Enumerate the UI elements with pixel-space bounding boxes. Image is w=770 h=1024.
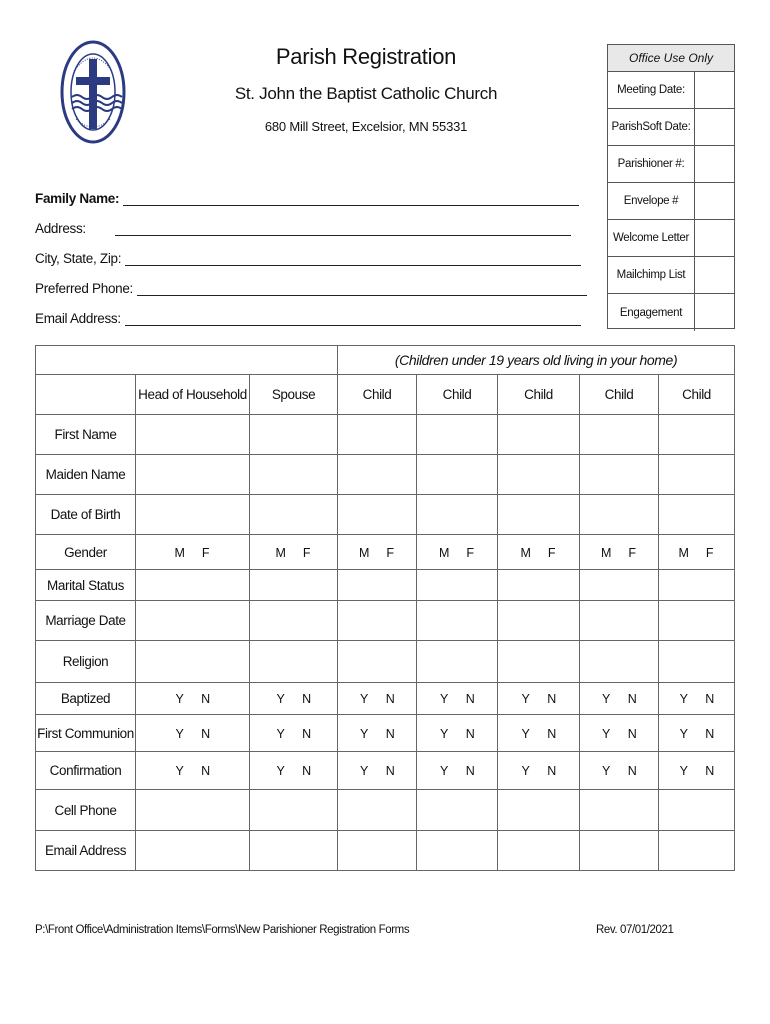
no-option[interactable]: N: [705, 764, 714, 778]
no-option[interactable]: N: [201, 692, 210, 706]
input-cell[interactable]: [659, 415, 735, 455]
female-option[interactable]: F: [201, 545, 210, 560]
input-cell[interactable]: [580, 601, 659, 641]
male-option[interactable]: M: [174, 545, 185, 560]
gender-choice[interactable]: [250, 535, 338, 570]
no-option[interactable]: N: [705, 726, 714, 741]
office-row: [608, 146, 734, 183]
row-label: Maiden Name: [36, 455, 136, 495]
office-input-cell[interactable]: [695, 183, 734, 219]
office-row: [608, 220, 734, 257]
address-field: [35, 218, 571, 236]
row-label: Religion: [36, 641, 136, 683]
input-cell[interactable]: [659, 831, 735, 871]
office-input-cell[interactable]: [695, 220, 734, 256]
yes-no-choice[interactable]: [580, 683, 659, 715]
input-cell[interactable]: [338, 641, 417, 683]
office-input-cell[interactable]: [695, 72, 734, 108]
family-name-label: Family Name:: [35, 191, 120, 206]
gender-choice[interactable]: [498, 535, 580, 570]
email-field: [35, 308, 581, 326]
input-cell[interactable]: [417, 415, 498, 455]
phone-label: Preferred Phone:: [35, 281, 134, 296]
office-row: [608, 294, 734, 331]
page-title: Parish Registration: [275, 44, 457, 69]
table-row: [36, 715, 735, 752]
row-label: Gender: [36, 535, 136, 570]
yes-no-choice[interactable]: [417, 683, 498, 715]
table-row: [36, 790, 735, 831]
input-cell[interactable]: [136, 415, 250, 455]
yes-no-choice[interactable]: [250, 683, 338, 715]
yes-option[interactable]: Y: [360, 692, 368, 706]
input-cell[interactable]: [498, 790, 580, 831]
input-cell[interactable]: [498, 495, 580, 535]
yes-option[interactable]: Y: [276, 764, 285, 778]
phone-input[interactable]: [137, 281, 587, 296]
input-cell[interactable]: [250, 641, 338, 683]
footer-revision: Rev. 07/01/2021: [596, 924, 674, 936]
gender-choice[interactable]: [659, 535, 735, 570]
church-address: 680 Mill Street, Excelsior, MN 55331: [264, 119, 468, 134]
no-option[interactable]: N: [465, 764, 475, 778]
yes-option[interactable]: Y: [602, 692, 610, 706]
no-option[interactable]: N: [627, 726, 637, 741]
input-cell[interactable]: [136, 495, 250, 535]
no-option[interactable]: N: [385, 764, 395, 778]
yes-no-choice[interactable]: [250, 752, 338, 790]
yes-no-choice[interactable]: [136, 683, 250, 715]
input-cell[interactable]: [580, 641, 659, 683]
office-row: [608, 109, 734, 146]
yes-option[interactable]: Y: [440, 692, 448, 706]
no-option[interactable]: N: [385, 692, 395, 706]
input-cell[interactable]: [417, 570, 498, 601]
table-row: [36, 415, 735, 455]
yes-no-choice[interactable]: [250, 715, 338, 752]
no-option[interactable]: N: [705, 692, 714, 706]
no-option[interactable]: N: [627, 692, 637, 706]
office-input-cell[interactable]: [695, 294, 734, 331]
office-input-cell[interactable]: [695, 257, 734, 293]
input-cell[interactable]: [136, 790, 250, 831]
yes-no-choice[interactable]: [417, 752, 498, 790]
input-cell[interactable]: [250, 790, 338, 831]
input-cell[interactable]: [250, 601, 338, 641]
yes-option[interactable]: Y: [602, 764, 610, 778]
no-option[interactable]: N: [302, 692, 311, 706]
male-option[interactable]: M: [439, 545, 450, 560]
yes-no-choice[interactable]: [338, 683, 417, 715]
row-label: Email Address: [36, 831, 136, 871]
no-option[interactable]: N: [547, 726, 556, 741]
yes-option[interactable]: Y: [360, 726, 368, 741]
input-cell[interactable]: [498, 570, 580, 601]
office-label: Parishioner #:: [608, 146, 695, 182]
no-option[interactable]: N: [385, 726, 395, 741]
input-cell[interactable]: [580, 455, 659, 495]
input-cell[interactable]: [338, 415, 417, 455]
no-option[interactable]: N: [627, 764, 637, 778]
input-cell[interactable]: [417, 790, 498, 831]
office-row: [608, 257, 734, 294]
gender-choice[interactable]: [338, 535, 417, 570]
yes-no-choice[interactable]: [659, 715, 735, 752]
column-header: Spouse: [250, 375, 338, 415]
table-row: [36, 831, 735, 871]
input-cell[interactable]: [250, 831, 338, 871]
input-cell[interactable]: [136, 641, 250, 683]
empty-cell: [36, 346, 338, 375]
input-cell[interactable]: [659, 495, 735, 535]
row-label: Cell Phone: [36, 790, 136, 831]
row-label: First Communion: [36, 715, 136, 752]
male-option[interactable]: M: [359, 545, 370, 560]
gender-choice[interactable]: [417, 535, 498, 570]
row-label: Baptized: [36, 683, 136, 715]
family-name-field: [35, 188, 579, 206]
yes-no-choice[interactable]: [659, 683, 735, 715]
table-header-row: [36, 375, 735, 415]
office-row: [608, 183, 734, 220]
input-cell[interactable]: [250, 415, 338, 455]
yes-option[interactable]: Y: [440, 726, 448, 741]
input-cell[interactable]: [250, 495, 338, 535]
input-cell[interactable]: [136, 570, 250, 601]
input-cell[interactable]: [498, 455, 580, 495]
yes-no-choice[interactable]: [136, 752, 250, 790]
yes-no-choice[interactable]: [498, 715, 580, 752]
office-label: Mailchimp List: [608, 257, 695, 293]
table-row: [36, 495, 735, 535]
yes-option[interactable]: Y: [521, 692, 530, 706]
no-option[interactable]: N: [201, 726, 210, 741]
input-cell[interactable]: [580, 790, 659, 831]
office-label: ParishSoft Date:: [608, 109, 695, 145]
yes-option[interactable]: Y: [521, 726, 530, 741]
input-cell[interactable]: [417, 601, 498, 641]
table-row: [36, 455, 735, 495]
city-state-zip-label: City, State, Zip:: [35, 251, 122, 266]
female-option[interactable]: F: [628, 545, 636, 560]
office-use-title: Office Use Only: [608, 45, 734, 72]
family-name-input[interactable]: [123, 191, 579, 206]
registration-table: [35, 345, 735, 871]
empty-cell: [36, 375, 136, 415]
input-cell[interactable]: [136, 831, 250, 871]
male-option[interactable]: M: [520, 545, 531, 560]
row-label: Confirmation: [36, 752, 136, 790]
no-option[interactable]: N: [465, 692, 475, 706]
female-option[interactable]: F: [386, 545, 394, 560]
input-cell[interactable]: [417, 641, 498, 683]
input-cell[interactable]: [338, 601, 417, 641]
yes-option[interactable]: Y: [602, 726, 610, 741]
address-input[interactable]: [115, 221, 571, 236]
yes-option[interactable]: Y: [175, 692, 184, 706]
yes-option[interactable]: Y: [679, 726, 688, 741]
female-option[interactable]: F: [547, 545, 556, 560]
address-label: Address:: [35, 221, 86, 236]
input-cell[interactable]: [580, 415, 659, 455]
input-cell[interactable]: [659, 455, 735, 495]
male-option[interactable]: M: [275, 545, 286, 560]
table-row: [36, 752, 735, 790]
input-cell[interactable]: [417, 495, 498, 535]
female-option[interactable]: F: [705, 545, 714, 560]
input-cell[interactable]: [498, 601, 580, 641]
male-option[interactable]: M: [678, 545, 689, 560]
male-option[interactable]: M: [601, 545, 612, 560]
no-option[interactable]: N: [302, 726, 311, 741]
input-cell[interactable]: [417, 455, 498, 495]
female-option[interactable]: F: [466, 545, 474, 560]
yes-option[interactable]: Y: [175, 764, 184, 778]
table-row: [36, 641, 735, 683]
input-cell[interactable]: [417, 831, 498, 871]
yes-no-choice[interactable]: [136, 715, 250, 752]
yes-option[interactable]: Y: [679, 764, 688, 778]
input-cell[interactable]: [580, 495, 659, 535]
no-option[interactable]: N: [547, 764, 556, 778]
row-label: First Name: [36, 415, 136, 455]
phone-field: [35, 278, 587, 296]
input-cell[interactable]: [498, 831, 580, 871]
children-note: (Children under 19 years old living in your home): [338, 346, 735, 375]
email-label: Email Address:: [35, 311, 121, 326]
office-label: Engagement: [608, 294, 695, 331]
yes-option[interactable]: Y: [276, 726, 285, 741]
input-cell[interactable]: [659, 570, 735, 601]
city-state-zip-field: [35, 248, 581, 266]
email-input[interactable]: [125, 311, 581, 326]
input-cell[interactable]: [338, 455, 417, 495]
yes-option[interactable]: Y: [521, 764, 530, 778]
gender-choice[interactable]: [136, 535, 250, 570]
yes-option[interactable]: Y: [175, 726, 184, 741]
yes-no-choice[interactable]: [580, 752, 659, 790]
yes-no-choice[interactable]: [659, 752, 735, 790]
no-option[interactable]: N: [302, 764, 311, 778]
input-cell[interactable]: [580, 831, 659, 871]
footer-file-path: P:\Front Office\Administration Items\Forms\New Parishioner Registration Forms: [35, 924, 410, 936]
no-option[interactable]: N: [547, 692, 556, 706]
yes-no-choice[interactable]: [580, 715, 659, 752]
input-cell[interactable]: [659, 641, 735, 683]
office-label: Welcome Letter: [608, 220, 695, 256]
table-row: [36, 535, 735, 570]
row-label: Marital Status: [36, 570, 136, 601]
yes-no-choice[interactable]: [417, 715, 498, 752]
input-cell[interactable]: [250, 455, 338, 495]
input-cell[interactable]: [498, 641, 580, 683]
table-note-row: [36, 346, 735, 375]
column-header: Child: [338, 375, 417, 415]
input-cell[interactable]: [338, 570, 417, 601]
input-cell[interactable]: [338, 790, 417, 831]
input-cell[interactable]: [250, 570, 338, 601]
yes-no-choice[interactable]: [338, 715, 417, 752]
office-use-box: [607, 44, 735, 329]
input-cell[interactable]: [498, 415, 580, 455]
input-cell[interactable]: [338, 831, 417, 871]
yes-option[interactable]: Y: [276, 692, 285, 706]
table-row: [36, 683, 735, 715]
yes-no-choice[interactable]: [498, 752, 580, 790]
yes-option[interactable]: Y: [440, 764, 448, 778]
column-header: Child: [417, 375, 498, 415]
yes-no-choice[interactable]: [498, 683, 580, 715]
office-row: [608, 72, 734, 109]
column-header: Head of Household: [136, 375, 250, 415]
input-cell[interactable]: [136, 601, 250, 641]
office-label: Envelope #: [608, 183, 695, 219]
yes-option[interactable]: Y: [679, 692, 688, 706]
input-cell[interactable]: [659, 601, 735, 641]
input-cell[interactable]: [580, 570, 659, 601]
office-input-cell[interactable]: [695, 146, 734, 182]
table-row: [36, 570, 735, 601]
yes-no-choice[interactable]: [338, 752, 417, 790]
yes-option[interactable]: Y: [360, 764, 368, 778]
input-cell[interactable]: [659, 790, 735, 831]
input-cell[interactable]: [136, 455, 250, 495]
input-cell[interactable]: [338, 495, 417, 535]
column-header: Child: [498, 375, 580, 415]
city-state-zip-input[interactable]: [125, 251, 581, 266]
no-option[interactable]: N: [201, 764, 210, 778]
church-name: St. John the Baptist Catholic Church: [234, 84, 498, 103]
gender-choice[interactable]: [580, 535, 659, 570]
column-header: Child: [659, 375, 735, 415]
row-label: Date of Birth: [36, 495, 136, 535]
row-label: Marriage Date: [36, 601, 136, 641]
female-option[interactable]: F: [302, 545, 311, 560]
office-input-cell[interactable]: [695, 109, 734, 145]
table-row: [36, 601, 735, 641]
column-header: Child: [580, 375, 659, 415]
office-label: Meeting Date:: [608, 72, 695, 108]
no-option[interactable]: N: [465, 726, 475, 741]
